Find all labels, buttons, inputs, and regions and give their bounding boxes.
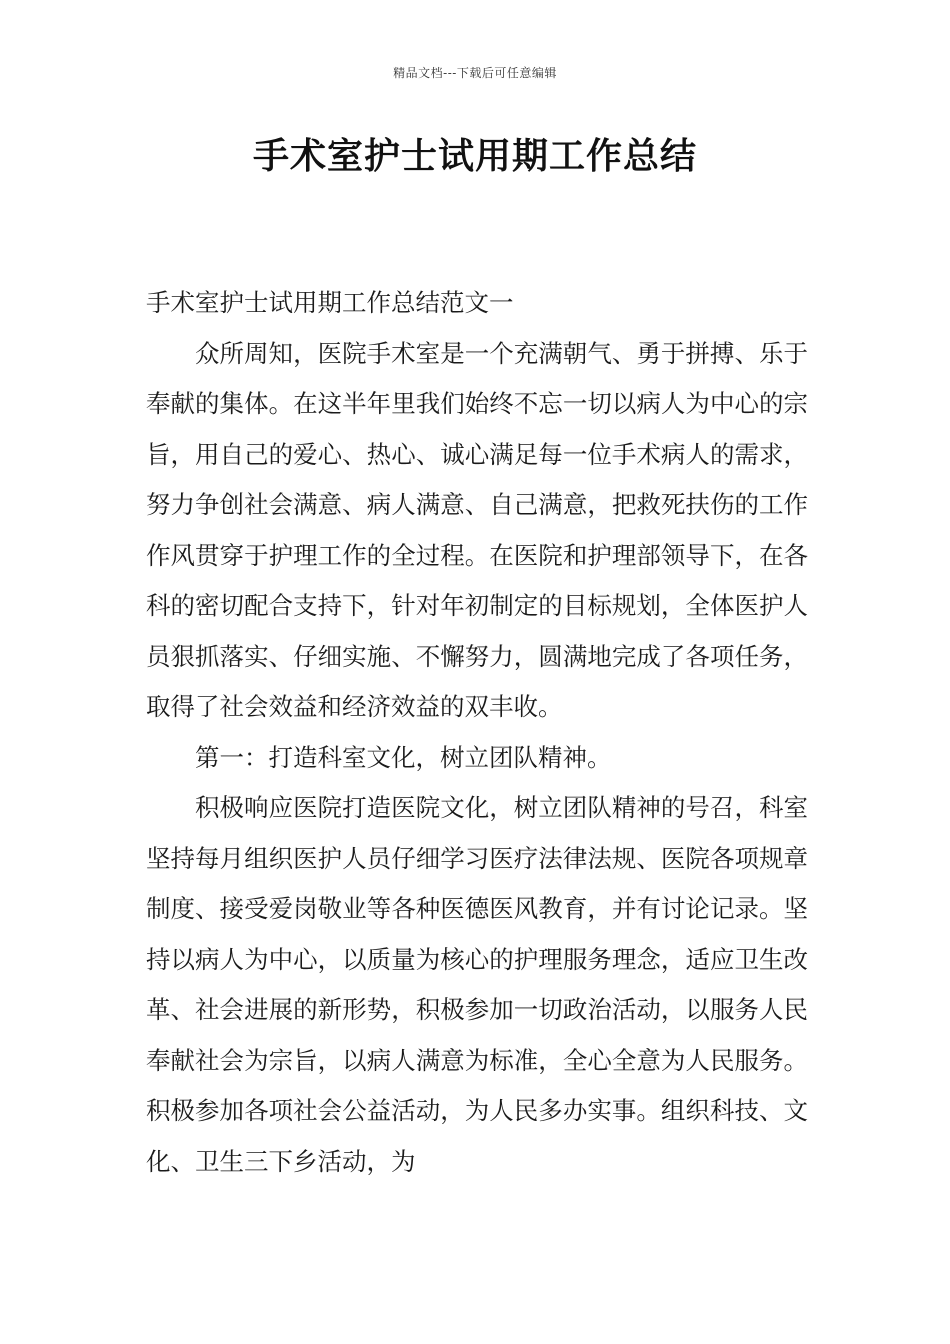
- document-title: 手术室护士试用期工作总结: [252, 136, 697, 177]
- section-heading-first: 第一：打造科室文化，树立团队精神。: [195, 742, 612, 772]
- paragraph-intro: 众所周知，医院手术室是一个充满朝气、勇于拼搏、乐于奉献的集体。在这半年里我们始终不忘一切以病人为中心的宗旨，用自己的爱心、热心、诚心满足每一位手术病人的需求，努力争创社会满意、病人满意、自己满意，把救死扶伤的工作作风贯穿于护理工作的全过程。在医院和护理部领导下，在各科的密切配合支持下，针对年初制定的目标规划，全体医护人员狠抓落实、仔细实施、不懈努力，圆满地完成了各项任务，取得了社会效益和经济效益的双丰收。: [146, 338, 808, 721]
- paragraph-culture: 积极响应医院打造医院文化，树立团队精神的号召，科室坚持每月组织医护人员仔细学习医疗法律法规、医院各项规章制度、接受爱岗敬业等各种医德医风教育，并有讨论记录。坚持以病人为中心，以质量为核心的护理服务理念，适应卫生改革、社会进展的新形势，积极参加一切政治活动，以服务人民奉献社会为宗旨，以病人满意为标准，全心全意为人民服务。积极参加各项社会公益活动，为人民多办实事。组织科技、文化、卫生三下乡活动，为: [146, 793, 808, 1176]
- document-subtitle: 手术室护士试用期工作总结范文一: [146, 288, 514, 317]
- document-body: [146, 278, 808, 1187]
- header-note: 精品文档---下载后可任意编辑: [393, 66, 557, 80]
